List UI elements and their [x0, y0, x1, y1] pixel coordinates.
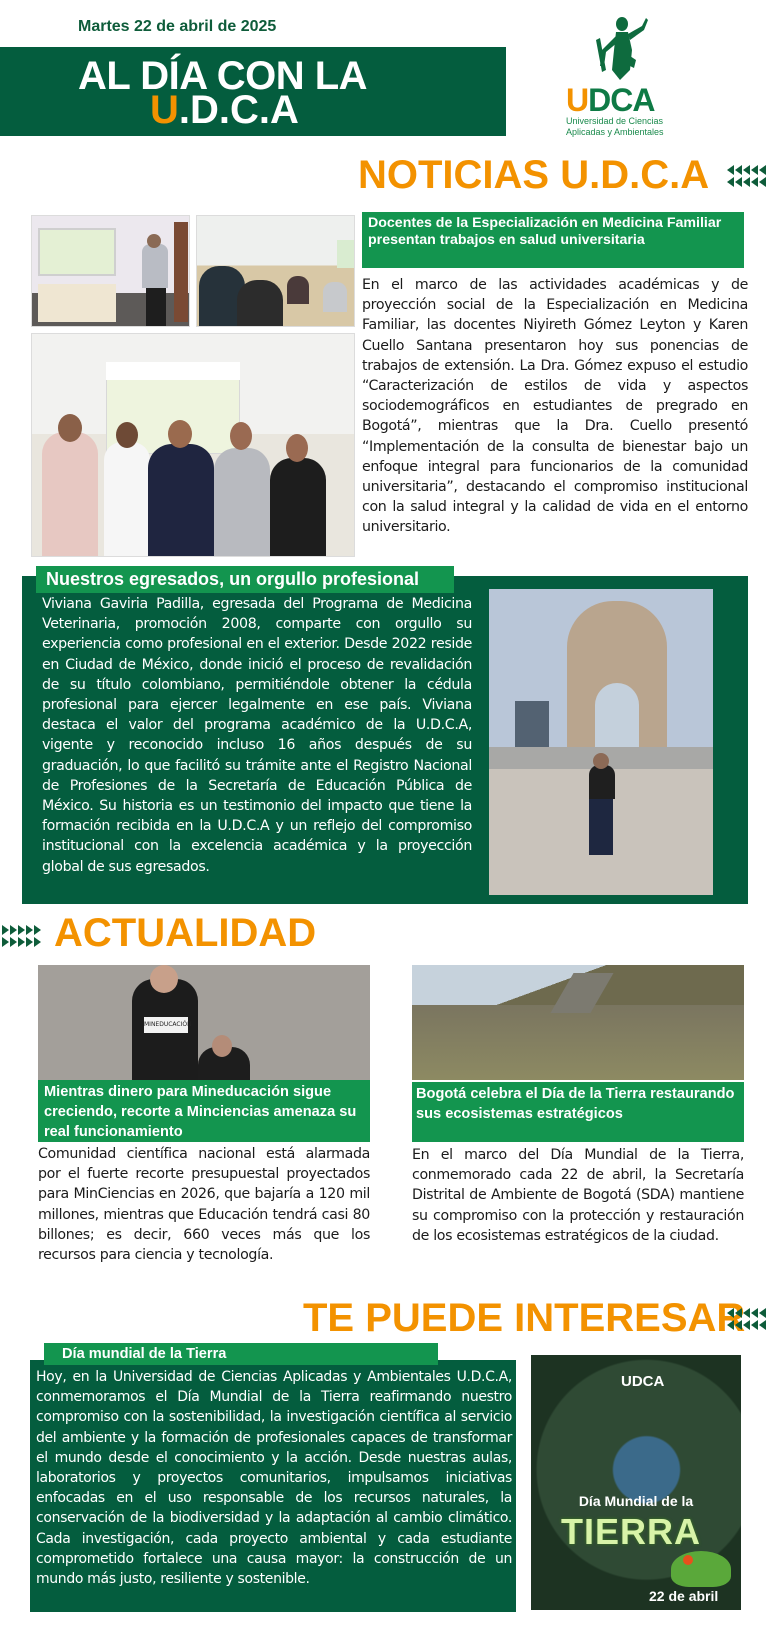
- poster-frog-illustration: [671, 1551, 731, 1587]
- photo-cerros-bogota: [412, 965, 744, 1080]
- poster-logo: UDCA: [621, 1373, 665, 1390]
- poster-title-line1: Día Mundial de la: [578, 1493, 694, 1509]
- arrows-right-icon: [2, 924, 42, 948]
- section-title-te-puede-interesar: TE PUEDE INTERESAR: [303, 1296, 746, 1340]
- photo-audience: [196, 215, 355, 327]
- section-title-noticias: NOTICIAS U.D.C.A: [358, 153, 710, 197]
- mineducacion-sign: MINEDUCACIÓN: [144, 1017, 188, 1033]
- article-headline-medicina-familiar: Docentes de la Especialización en Medicina Familiar presentan trabajos en salud universitaria: [362, 212, 744, 268]
- article-body-medicina-familiar: En el marco de las actividades académicas y de proyección social de la Especialización en Medicina Familiar, las docentes Niyireth Gómez Leyton y Karen Cuello Santana presentaron hoy sus ponencias de trabajos de extensión. La Dra. Gómez expuso el estudio “Caracterización de estilos de vida y aspectos sociodemográficos en estudiantes de pregrado en Bogotá”, mientras que la Dra. Cuello presentó “Implementación de la consulta de bienestar bajo un enfoque integral para funcionarios de la comunidad universitaria”, destacando el compromiso institucional con la salud integral y la calidad de vida en el entorno universitario.: [362, 277, 748, 536]
- newsletter-title-line2: [150, 90, 299, 130]
- photo-speaker-presenting: [31, 215, 190, 327]
- logo-subtitle: [566, 116, 664, 138]
- article-body-dia-tierra-bogota: En el marco del Día Mundial de la Tierra, conmemorado cada 22 de abril, la Secretaría Distrital de Ambiente de Bogotá (SDA) mantiene su compromiso con la protección y restauración de los ecosistemas estratégicos de la ciudad.: [412, 1147, 744, 1244]
- title-u-accent: U: [150, 88, 179, 132]
- arrows-left-icon: [727, 164, 767, 188]
- arrows-left-icon: [727, 1307, 767, 1331]
- article-headline-dia-tierra-bogota: Bogotá celebra el Día de la Tierra restaurando sus ecosistemas estratégicos: [412, 1082, 744, 1142]
- poster-title-line2: TIERRA: [561, 1511, 701, 1552]
- logo-subtitle-line1: Universidad de Ciencias: [566, 116, 664, 126]
- statue-figure-icon: [560, 10, 690, 85]
- article-body-minciencias: Comunidad científica nacional está alarmada por el fuerte recorte presupuestal proyectados para MinCiencias en 2026, que bajaría a 120 mil millones, mientras que Educación tendrá casi 80 billones; es decir, 660 veces más que los recursos para ciencia y tecnología.: [38, 1146, 370, 1264]
- issue-date: Martes 22 de abril de 2025: [78, 18, 277, 35]
- poster-date: 22 de abril: [649, 1588, 719, 1604]
- article-body-dia-mundial-tierra: Hoy, en la Universidad de Ciencias Aplicadas y Ambientales U.D.C.A, conmemoramos el Día Mundial de la Tierra reafirmando nuestro compromiso con la sostenibilidad, la investigación científica al servicio del ambiente y la formación de profesionales capaces de transformar el mundo desde el conocimiento y la acción. Desde nuestras aulas, laboratorios y proyectos comunitarios, impulsamos iniciativas enfocadas en el uso responsable de los recursos naturales, la conservación de la biodiversidad y la adaptación al cambio climático. Cada investigación, cada proyecto ambiental y cada estudiante comprometido fortalece una causa mayor: la construcción de un mundo más justo, resiliente y sostenible.: [36, 1369, 512, 1588]
- photo-group-teachers: [31, 333, 355, 557]
- article-headline-egresados: Nuestros egresados, un orgullo profesional: [36, 566, 454, 593]
- newsletter-title-line1: AL DÍA CON LA: [78, 54, 368, 98]
- logo-u: U: [566, 82, 589, 118]
- logo-dca: DCA: [588, 82, 655, 118]
- title-rest: .D.C.A: [178, 88, 299, 132]
- article-body-egresados: Viviana Gaviria Padilla, egresada del Programa de Medicina Veterinaria, promoción 2008, comparte con orgullo su experiencia como profesional en el exterior. Desde 2022 reside en Ciudad de México, donde inició el proceso de revalidación de su título colombiano, permitiéndole obtener la cédula profesional para ejercer legalmente en ese país. Viviana destaca el valor del programa académico de la U.D.C.A, vigente y reconocido incluso 16 años después de su graduación, lo que facilitó su trámite ante el Registro Nacional de Profesiones de la Secretaría de Educación Pública de México. Su historia es un testimonio del impacto que tiene la formación recibida en la U.D.C.A y un reflejo del compromiso institucional con la excelencia académica y la proyección global de sus egresados.: [42, 596, 472, 875]
- udca-logo: [560, 10, 690, 135]
- article-headline-dia-mundial-tierra: Día mundial de la Tierra: [44, 1343, 438, 1365]
- logo-subtitle-line2: Aplicadas y Ambientales: [566, 127, 664, 137]
- earth-day-poster: [531, 1355, 741, 1610]
- section-title-actualidad: ACTUALIDAD: [54, 911, 317, 955]
- photo-mineducacion: [38, 965, 370, 1080]
- logo-wordmark: [566, 82, 654, 119]
- article-headline-minciencias: Mientras dinero para Mineducación sigue creciendo, recorte a Minciencias amenaza su real funcionamiento: [38, 1080, 370, 1142]
- photo-alumna-monumento: [489, 589, 713, 895]
